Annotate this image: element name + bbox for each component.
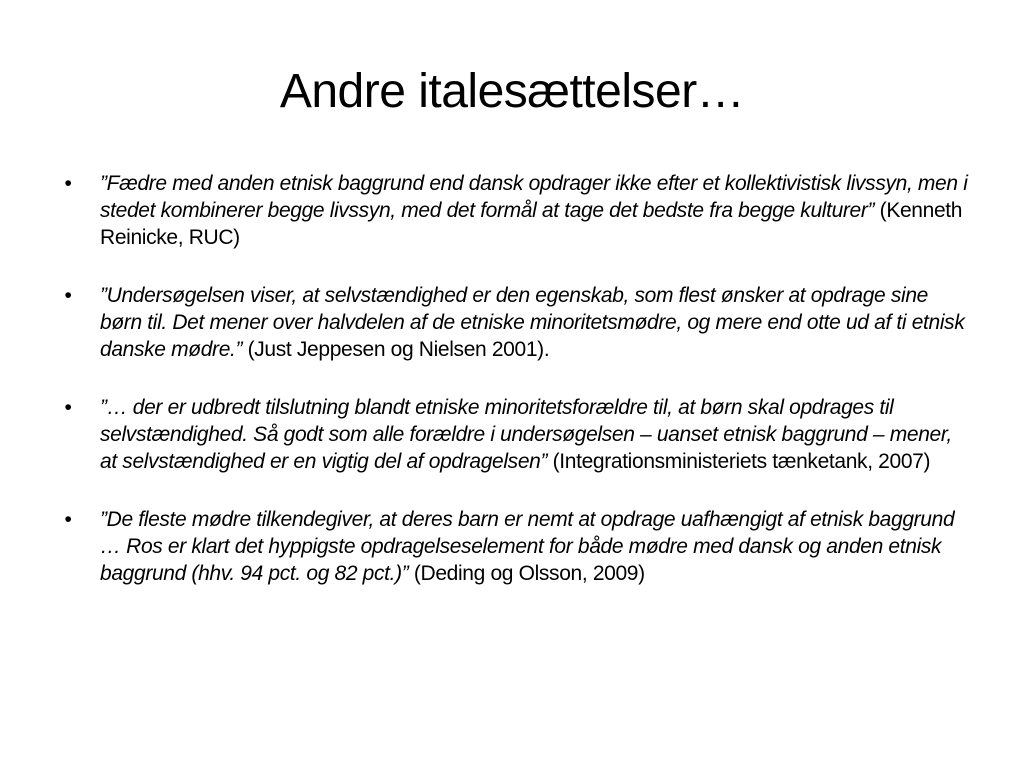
- quote-text: ”… der er udbredt tilslutning blandt etniske minoritetsforældre til, at børn skal opdrages til selvstændighed. Så godt som alle forældre i undersøgelsen – uanset etnisk baggrund – mener, at selvstændighed er en vigtig del af opdragelsen”: [100, 396, 952, 473]
- bullet-item: [52, 394, 972, 475]
- citation-text: (Kenneth Reinicke, RUC): [100, 199, 963, 249]
- bullet-dot-icon: •: [64, 396, 72, 419]
- quote-text: ”Undersøgelsen viser, at selvstændighed er den egenskab, som flest ønsker at opdrage sine børn til. Det mener over halvdelen af de etniske minoritetsmødre, og mere end otte ud af ti etnisk danske mødre.”: [100, 284, 965, 361]
- bullet-item: [52, 282, 972, 363]
- quote-text: ”Fædre med anden etnisk baggrund end dansk opdrager ikke efter et kollektivistisk livssyn, men i stedet kombinerer begge livssyn, med det formål at tage det bedste fra begge kulturer”: [100, 172, 968, 222]
- citation-text: (Integrationsministeriets tænketank, 2007): [552, 450, 931, 473]
- bullet-dot-icon: •: [64, 172, 72, 195]
- slide-title: Andre italesættelser…: [279, 65, 745, 118]
- quote-text: ”De fleste mødre tilkendegiver, at deres barn er nemt at opdrage uafhængigt af etnisk baggrund … Ros er klart det hyppigste opdragelseselement for både mødre med dansk og anden etnisk baggrund (hhv. 94 pct. og 82 pct.)”: [100, 508, 955, 585]
- bullet-dot-icon: •: [64, 284, 72, 307]
- bullet-dot-icon: •: [64, 508, 72, 531]
- bullet-list: [52, 170, 972, 587]
- bullet-item: [52, 170, 972, 251]
- citation-text: (Just Jeppesen og Nielsen 2001).: [247, 338, 550, 361]
- citation-text: (Deding og Olsson, 2009): [413, 562, 645, 585]
- bullet-item: [52, 506, 972, 587]
